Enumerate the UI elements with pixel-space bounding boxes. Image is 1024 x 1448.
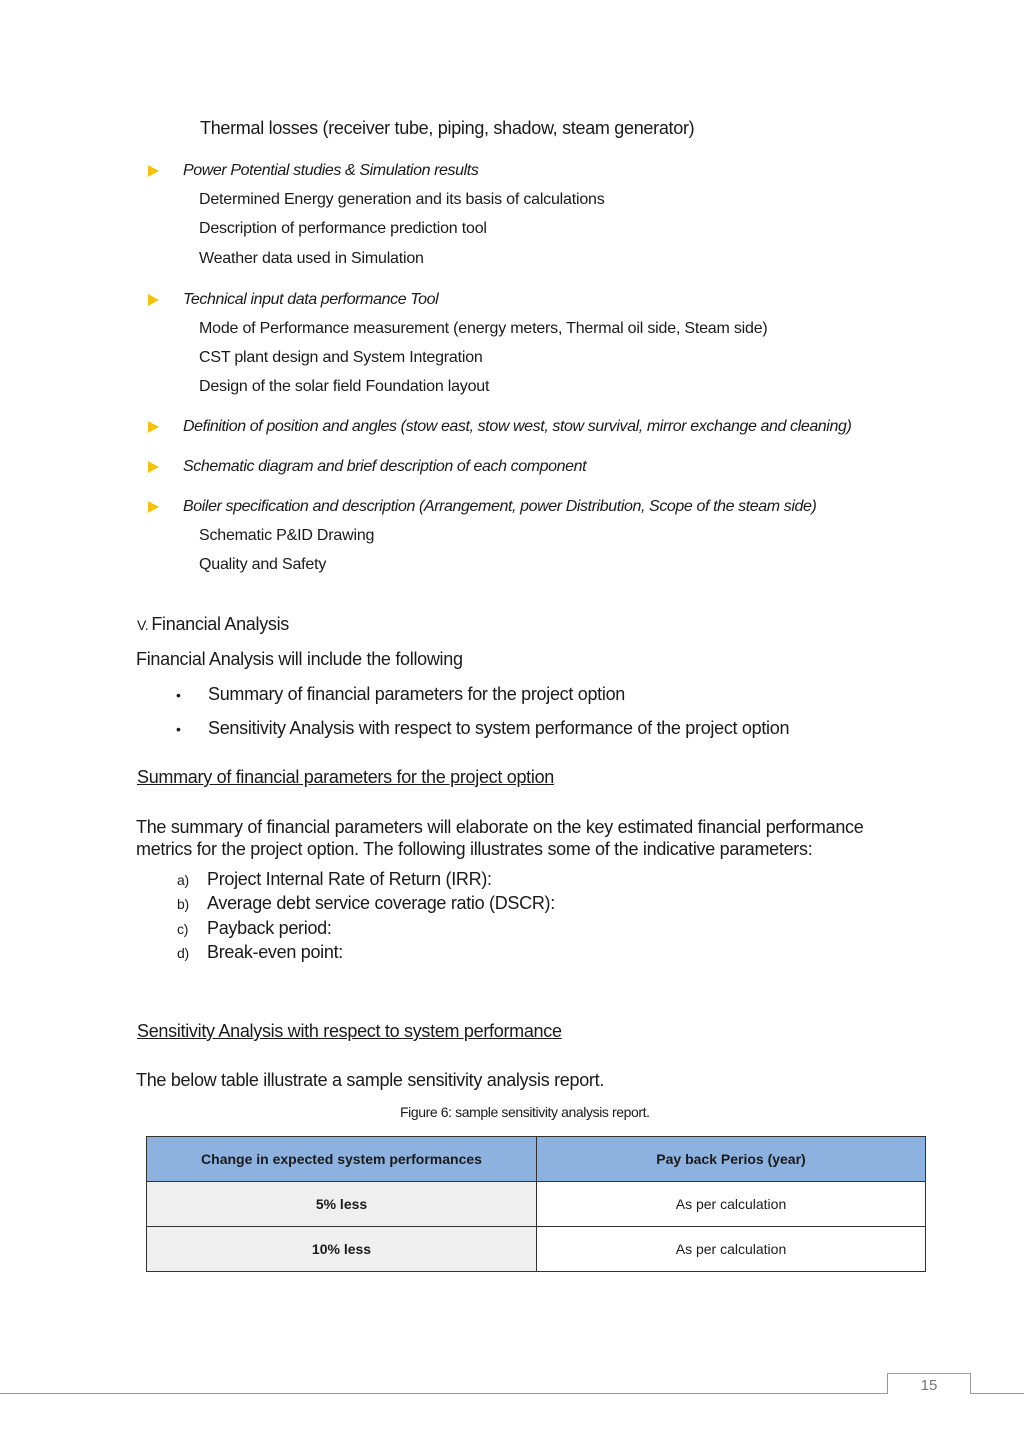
- arrow-bullet-icon: [148, 461, 159, 473]
- column-header: Pay back Perios (year): [537, 1137, 926, 1182]
- table-cell: 5% less: [147, 1182, 537, 1227]
- list-marker: c): [177, 921, 189, 937]
- sensitivity-table: [146, 1136, 926, 1272]
- bullet-text: Power Potential studies & Simulation results: [183, 162, 479, 179]
- arrow-bullet-icon: [148, 501, 159, 513]
- list-item: [176, 718, 789, 739]
- table-cell: As per calculation: [537, 1227, 926, 1272]
- bullet-text: Technical input data performance Tool: [183, 291, 439, 308]
- table-cell: As per calculation: [537, 1182, 926, 1227]
- section-heading-financial-analysis: [137, 614, 289, 635]
- bullet-dot: •: [176, 721, 181, 737]
- parameter-text: Payback period:: [207, 918, 332, 938]
- sub-item: CST plant design and System Integration: [199, 349, 483, 366]
- arrow-bullet-icon: [148, 165, 159, 177]
- financial-intro: Financial Analysis will include the following: [136, 649, 463, 669]
- table-cell: 10% less: [147, 1227, 537, 1272]
- parameter-text: Average debt service coverage ratio (DSCR):: [207, 893, 555, 913]
- bullet-text: Definition of position and angles (stow east, stow west, stow survival, mirror exchange and cleaning): [183, 418, 852, 435]
- list-marker: a): [177, 872, 189, 888]
- list-item-text: Summary of financial parameters for the project option: [208, 684, 626, 704]
- table-row: [147, 1227, 926, 1272]
- figure-caption: Figure 6: sample sensitivity analysis report.: [400, 1104, 650, 1120]
- column-header: Change in expected system performances: [147, 1137, 537, 1182]
- summary-subheading: Summary of financial parameters for the project option: [137, 767, 555, 787]
- page-number: 15: [887, 1373, 971, 1394]
- list-item: [176, 684, 625, 705]
- table-intro: The below table illustrate a sample sensitivity analysis report.: [136, 1070, 605, 1090]
- parameter-item: [177, 942, 343, 963]
- list-item-text: Sensitivity Analysis with respect to system performance of the project option: [208, 718, 790, 738]
- parameter-text: Break-even point:: [207, 942, 343, 962]
- table-header-row: [147, 1137, 926, 1182]
- sub-item: Quality and Safety: [199, 556, 327, 573]
- sub-item: Schematic P&ID Drawing: [199, 527, 375, 544]
- bullet-text: Boiler specification and description (Arrangement, power Distribution, Scope of the steam side): [183, 498, 817, 515]
- list-marker: b): [177, 896, 189, 912]
- parameter-item: [177, 869, 492, 890]
- thermal-losses-line: Thermal losses (receiver tube, piping, shadow, steam generator): [200, 118, 695, 138]
- sub-item: Description of performance prediction tool: [199, 220, 487, 237]
- arrow-bullet-icon: [148, 421, 159, 433]
- section-number: V.: [137, 617, 149, 633]
- bullet-dot: •: [176, 687, 181, 703]
- sub-item: Weather data used in Simulation: [199, 250, 424, 267]
- arrow-bullet-icon: [148, 294, 159, 306]
- sensitivity-subheading: Sensitivity Analysis with respect to system performance: [137, 1021, 562, 1041]
- sub-item: Determined Energy generation and its basis of calculations: [199, 191, 605, 208]
- summary-paragraph: The summary of financial parameters will elaborate on the key estimated financial performance metrics for the project option. The following illustrates some of the indicative parameters:: [136, 817, 864, 859]
- sub-item: Mode of Performance measurement (energy meters, Thermal oil side, Steam side): [199, 320, 768, 337]
- bullet-text: Schematic diagram and brief description of each component: [183, 458, 587, 475]
- section-title: Financial Analysis: [151, 614, 290, 634]
- sub-item: Design of the solar field Foundation layout: [199, 378, 490, 395]
- table-row: [147, 1182, 926, 1227]
- list-marker: d): [177, 945, 189, 961]
- parameter-item: [177, 918, 332, 939]
- parameter-text: Project Internal Rate of Return (IRR):: [207, 869, 492, 889]
- parameter-item: [177, 893, 555, 914]
- footer-rule: [0, 1393, 1024, 1394]
